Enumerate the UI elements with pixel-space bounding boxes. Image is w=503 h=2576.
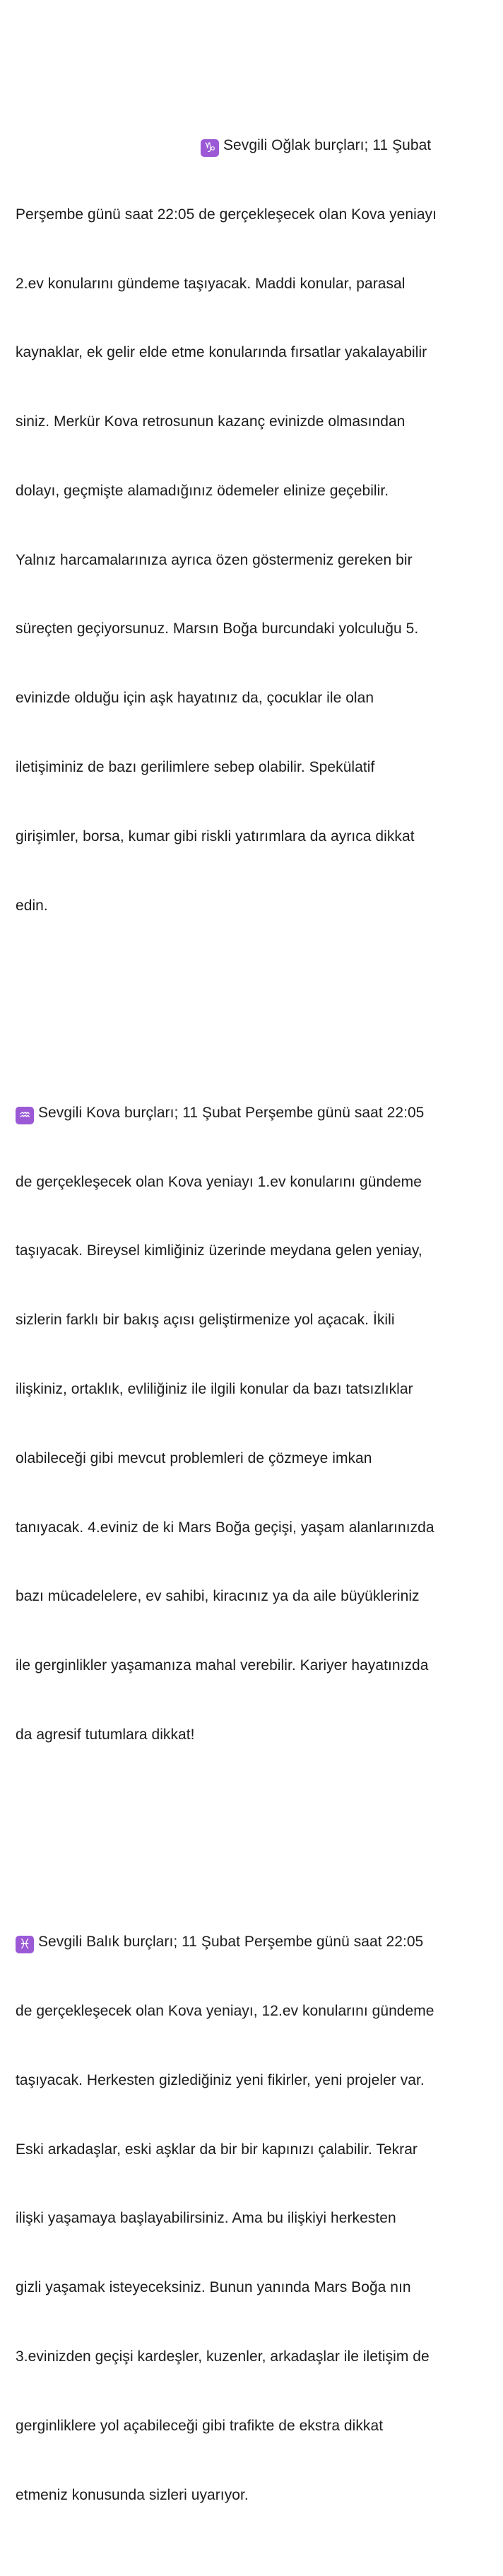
capricorn-line-12: edin. (16, 897, 48, 914)
capricorn-line-2: Perşembe günü saat 22:05 de gerçekleşecek olan Kova yeniayı (16, 206, 437, 223)
pisces-section (16, 1885, 499, 2553)
capricorn-line-4: kaynaklar, ek gelir elde etme konularında fırsatlar yakalayabilir (16, 344, 427, 361)
aquarius-icon: ♒ (16, 1107, 34, 1124)
pisces-icon: ♓ (16, 1936, 34, 1953)
capricorn-icon: ♑ (201, 139, 219, 157)
pisces-line-6: gizli yaşamak isteyeceksiniz. Bunun yanında Mars Boğa nın (16, 2279, 411, 2296)
aquarius-line-6: olabileceği gibi mevcut problemleri de çözmeye imkan (16, 1449, 372, 1466)
capricorn-line-8: süreçten geçiyorsunuz. Marsın Boğa burcundaki yolculuğu 5. (16, 621, 419, 637)
pisces-line-3: taşıyacak. Herkesten gizlediğiniz yeni fikirler, yeni projeler var. (16, 2071, 425, 2088)
capricorn-section (16, 88, 499, 964)
pisces-line-7: 3.evinizden geçişi kardeşler, kuzenler, arkadaşlar ile iletişim de (16, 2348, 430, 2365)
aquarius-line-8: bazı mücadelelere, ev sahibi, kiracınız ya da aile büyükleriniz (16, 1588, 420, 1605)
pisces-line-9: etmeniz konusunda sizleri uyarıyor. (16, 2486, 249, 2503)
capricorn-line-5: siniz. Merkür Kova retrosunun kazanç evinizde olmasından (16, 413, 406, 430)
pisces-line-4: Eski arkadaşlar, eski aşklar da bir bir kapınızı çalabilir. Tekrar (16, 2141, 418, 2158)
aquarius-line-2: de gerçekleşecek olan Kova yeniayı 1.ev konularını gündeme (16, 1173, 422, 1190)
aquarius-line-3: taşıyacak. Bireysel kimliğiniz üzerinde meydana gelen yeniay, (16, 1242, 422, 1259)
capricorn-line-1: ♑ Sevgili Oğlak burçları; 11 Şubat (16, 134, 499, 158)
pisces-line-5: ilişki yaşamaya başlayabilirsiniz. Ama bu ilişkiyi herkesten (16, 2210, 396, 2227)
aquarius-line-9: ile gerginlikler yaşamanıza mahal verebilir. Kariyer hayatınızda (16, 1657, 429, 1674)
aquarius-line-7: tanıyacak. 4.eviniz de ki Mars Boğa geçişi, yaşam alanlarınızda (16, 1519, 434, 1536)
pisces-line-8: gerginliklere yol açabileceği gibi trafikte de ekstra dikkat (16, 2417, 384, 2434)
aquarius-line-1: ♒ Sevgili Kova burçları; 11 Şubat Perşembe günü saat 22:05 (16, 1102, 499, 1125)
pisces-line-2: de gerçekleşecek olan Kova yeniayı, 12.ev konularını gündeme (16, 2003, 434, 2020)
capricorn-line-7: Yalnız harcamalarınıza ayrıca özen göstermeniz gereken bir (16, 551, 413, 568)
pisces-line-1: ♓ Sevgili Balık burçları; 11 Şubat Perşembe günü saat 22:05 (16, 1931, 499, 1954)
aquarius-section (16, 1056, 499, 1793)
capricorn-line-11: girişimler, borsa, kumar gibi riskli yatırımlara da ayrıca dikkat (16, 828, 415, 845)
aquarius-line-4: sizlerin farklı bir bakış açısı geliştirmenize yol açacak. İkili (16, 1312, 395, 1329)
aquarius-line-10: da agresif tutumlara dikkat! (16, 1726, 195, 1743)
aquarius-line-5: ilişkiniz, ortaklık, evliliğiniz ile ilgili konular da bazı tatsızlıklar (16, 1381, 413, 1398)
capricorn-line-3: 2.ev konularını gündeme taşıyacak. Maddi konular, parasal (16, 275, 406, 292)
capricorn-line-10: iletişiminiz de bazı gerilimlere sebep olabilir. Spekülatif (16, 759, 375, 775)
capricorn-line-6: dolayı, geçmişte alamadığınız ödemeler elinize geçebilir. (16, 482, 389, 499)
capricorn-line-9: evinizde olduğu için aşk hayatınız da, çocuklar ile olan (16, 690, 374, 707)
horoscope-message (16, 19, 499, 2576)
